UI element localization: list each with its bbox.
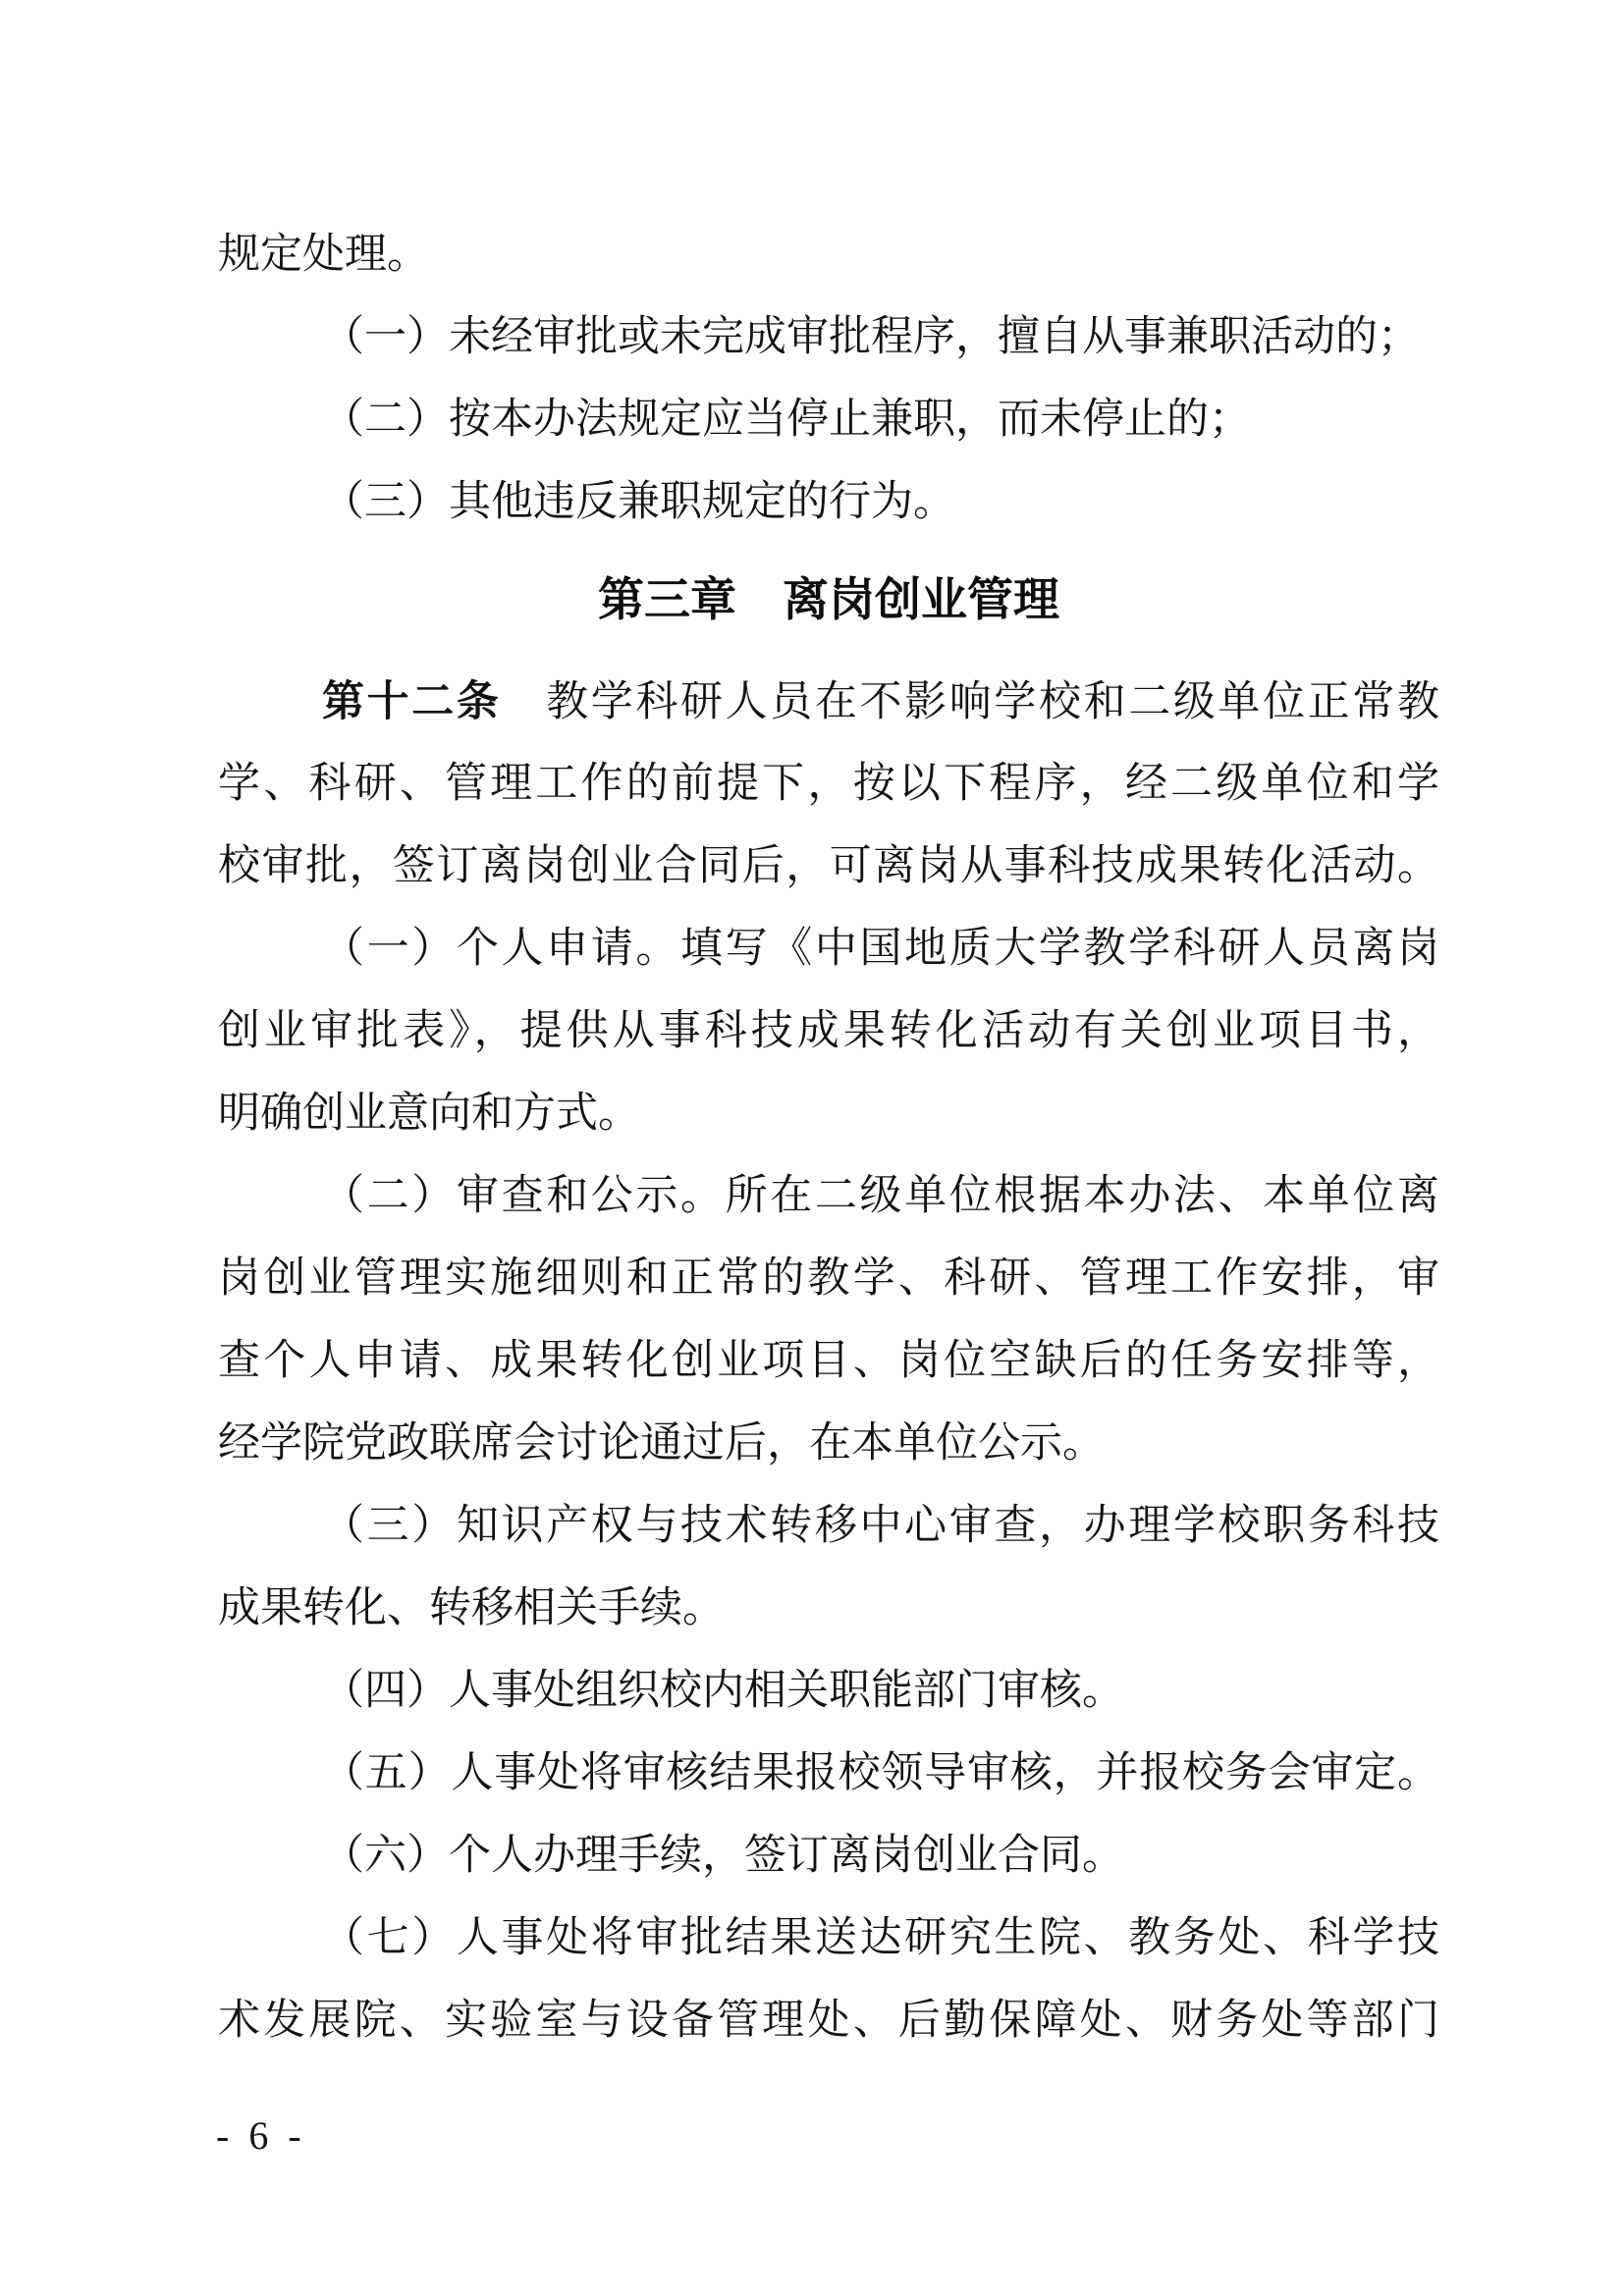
article-text: 教学科研人员在不影响学校和二级单位正常教: [501, 679, 1439, 725]
document-line: 成果转化、转移相关手续。: [218, 1585, 725, 1631]
chapter-heading: 第三章 离岗创业管理: [598, 573, 1059, 625]
document-line: 创业审批表》，提供从事科技成果转化活动有关创业项目书，: [218, 1008, 1439, 1054]
document-line: （五）人事处将审核结果报校领导审核，并报校务会审定。: [322, 1750, 1439, 1796]
document-line: （一）未经审批或未完成审批程序，擅自从事兼职活动的；: [322, 314, 1420, 360]
document-line: （三）其他违反兼职规定的行为。: [322, 479, 955, 525]
article-number: 第十二条: [322, 678, 502, 725]
document-line: [218, 679, 1439, 725]
document-line: 岗创业管理实施细则和正常的教学、科研、管理工作安排，审: [218, 1255, 1439, 1302]
document-line: （四）人事处组织校内相关职能部门审核。: [322, 1668, 1124, 1714]
document-line: 术发展院、实验室与设备管理处、后勤保障处、财务处等部门: [218, 1998, 1439, 2044]
document-line: （一）个人申请。填写《中国地质大学教学科研人员离岗: [322, 926, 1439, 972]
document-line: （六）个人办理手续，签订离岗创业合同。: [322, 1833, 1124, 1879]
document-line: 规定处理。: [218, 232, 429, 278]
document-line: （三）知识产权与技术转移中心审查，办理学校职务科技: [322, 1503, 1439, 1549]
document-line: （二）审查和公示。所在二级单位根据本办法、本单位离: [322, 1173, 1439, 1219]
page-number: - 6 -: [216, 2113, 306, 2158]
document-line: 校审批，签订离岗创业合同后，可离岗从事科技成果转化活动。: [218, 843, 1439, 889]
document-line: 明确创业意向和方式。: [218, 1091, 640, 1137]
document-line: 经学院党政联席会讨论通过后，在本单位公示。: [218, 1420, 1105, 1467]
document-line: 查个人申请、成果转化创业项目、岗位空缺后的任务安排等，: [218, 1338, 1439, 1384]
document-line: 学、科研、管理工作的前提下，按以下程序，经二级单位和学: [218, 761, 1439, 807]
document-line: （二）按本办法规定应当停止兼职，而未停止的；: [322, 397, 1251, 443]
document-line: （七）人事处将审批结果送达研究生院、教务处、科学技: [322, 1915, 1439, 1961]
